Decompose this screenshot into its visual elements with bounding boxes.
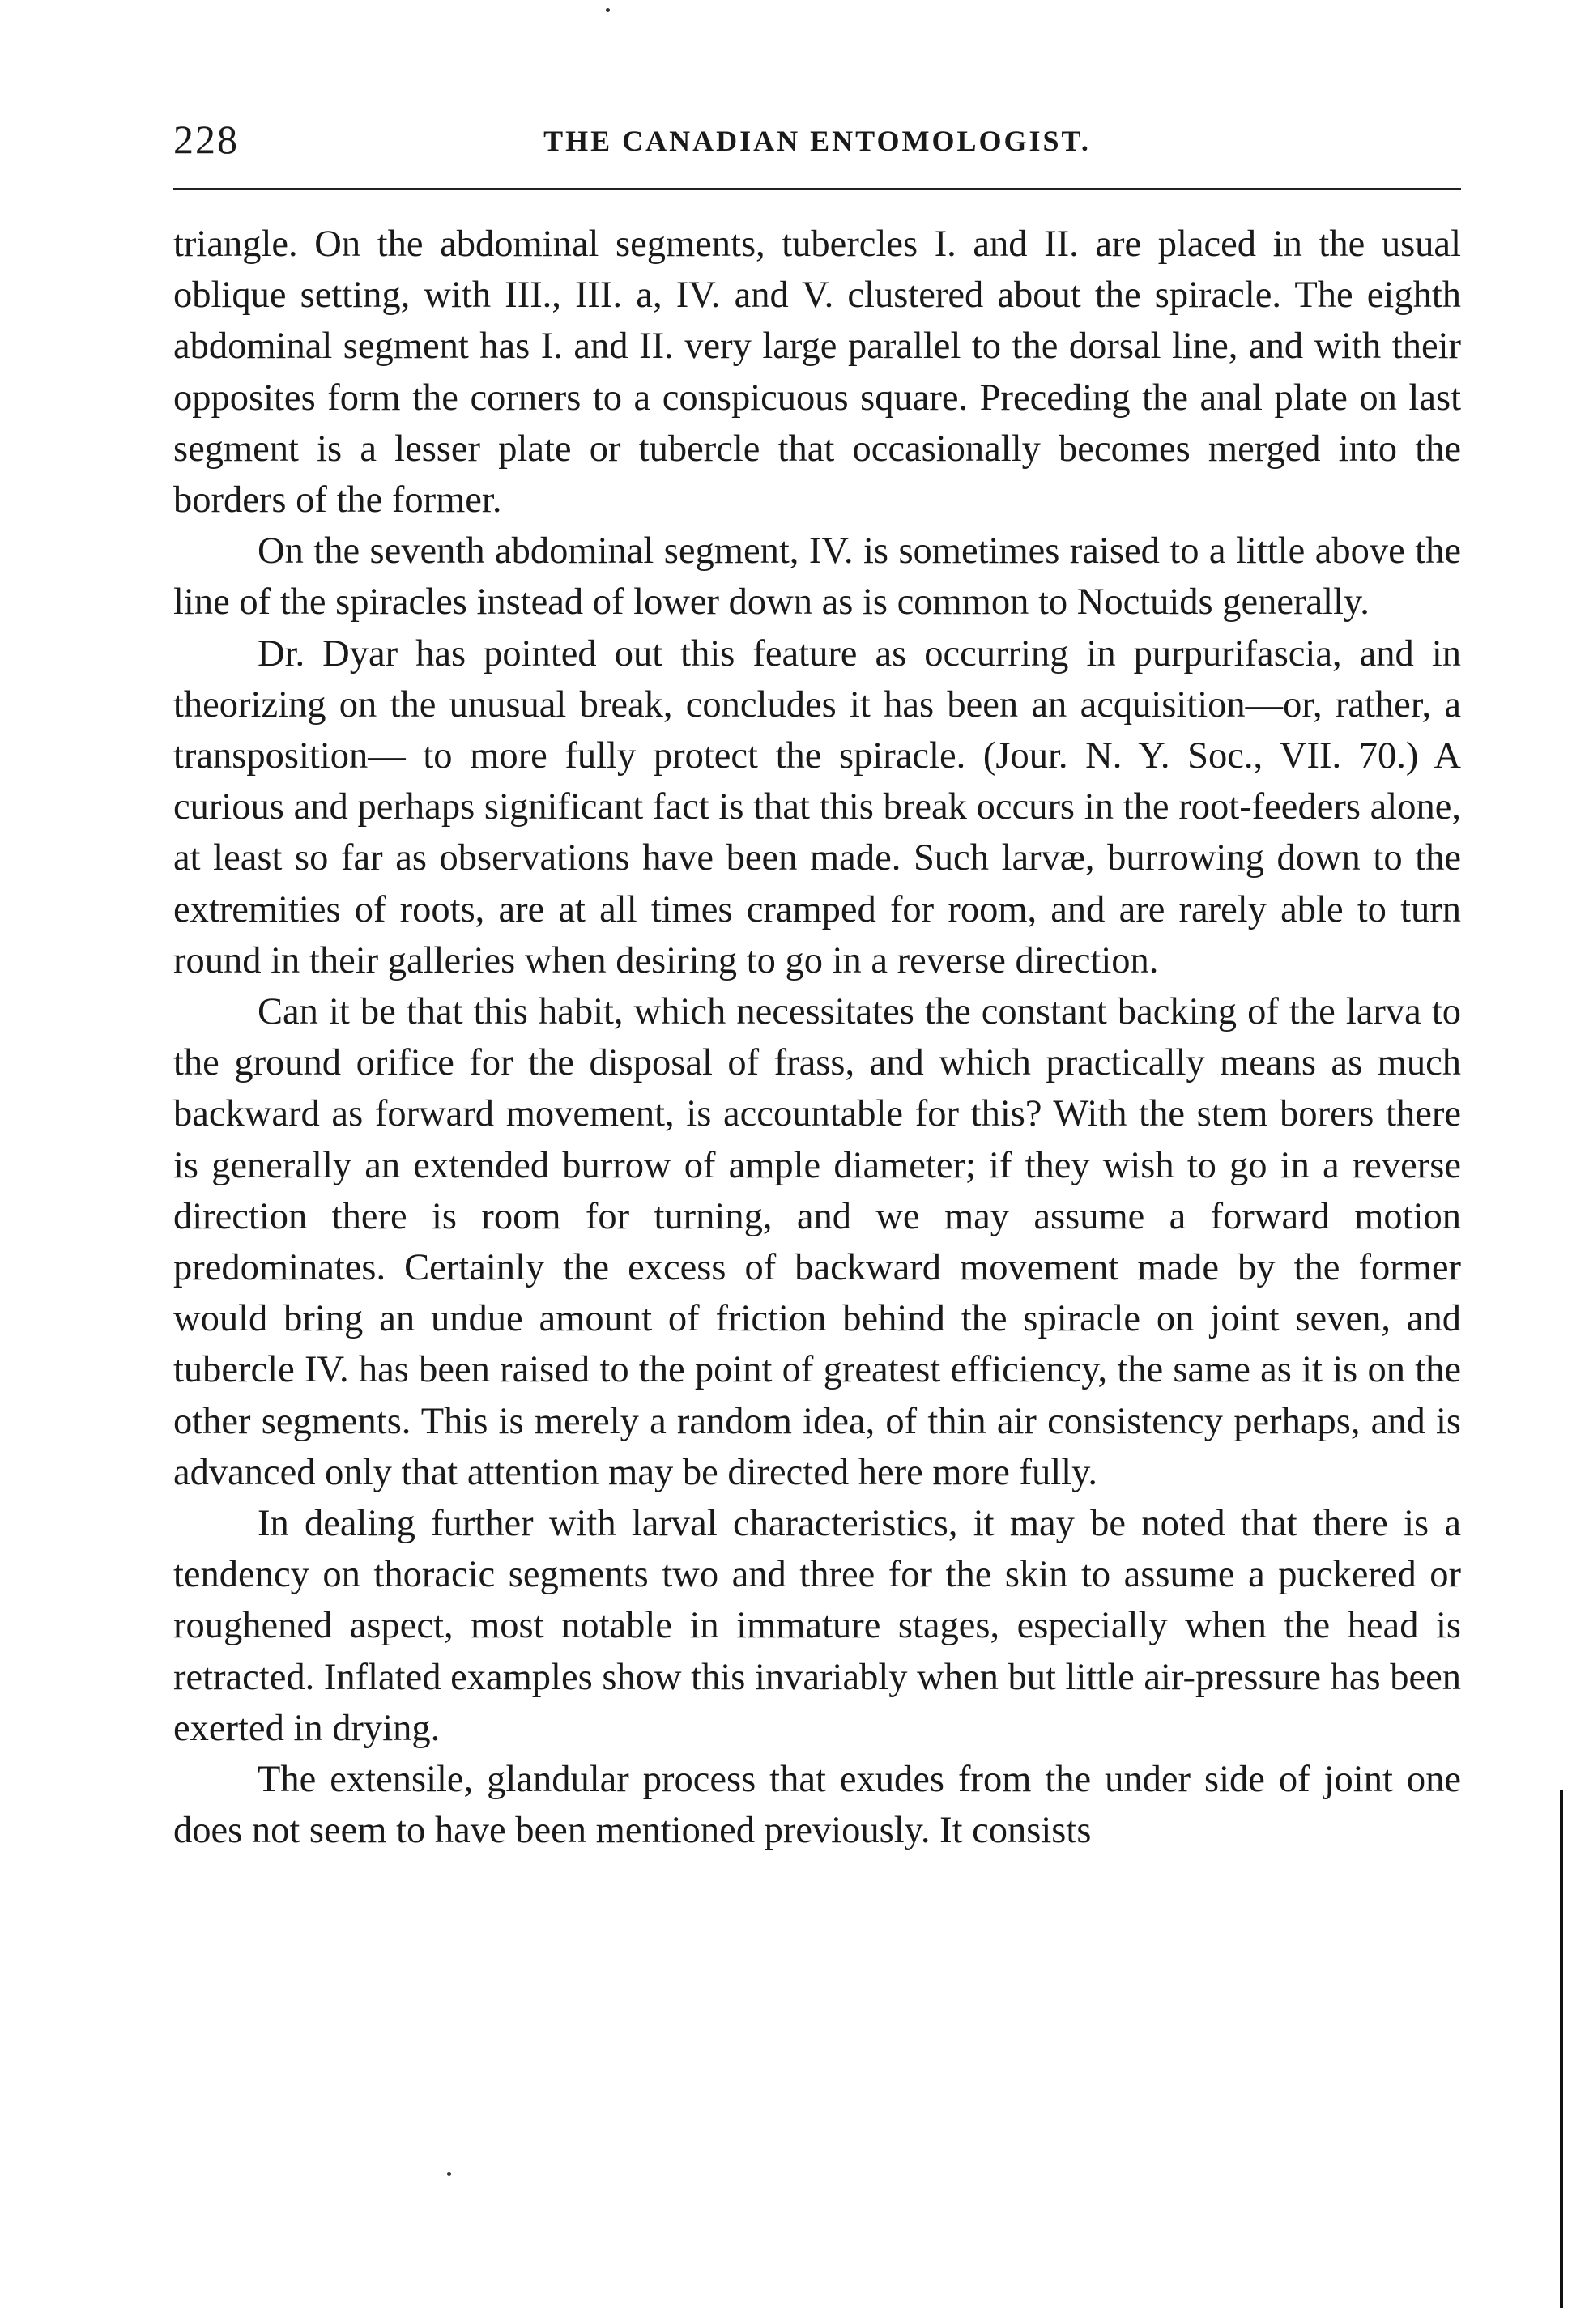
page-header: [173, 115, 1461, 172]
paragraph: The extensile, glandular process that exudes from the under side of joint one does not seem to have been mentioned previously. It consists: [173, 1759, 1461, 1852]
scan-speck: [606, 8, 610, 12]
paragraph: Dr. Dyar has pointed out this feature as occurring in purpurifascia, and in theorizing on the unusual break, concludes it has been an acquisition—or, rather, a transposition— to more fully protect the spiracle. (Jour. N. Y. Soc., VII. 70.) A curious and perhaps significant fact is that this break occurs in the root-feeders alone, at least so far as observations have been made. Such larvæ, burrowing down to the extremities of roots, are at all times cramped for room, and are rarely able to turn round in their galleries when desiring to go in a reverse direction.: [173, 632, 1461, 981]
page-number: 228: [173, 117, 239, 162]
paragraph: On the seventh abdominal segment, IV. is sometimes raised to a little above the line of the spiracles instead of lower down as is common to Noctuids generally.: [173, 530, 1461, 624]
paragraph: In dealing further with larval characteristics, it may be noted that there is a tendency on thoracic segments two and three for the skin to assume a puckered or roughened aspect, most notable in immature stages, especially when the head is retracted. Inflated examples show this invariably when but little air-pressure has been exerted in drying.: [173, 1503, 1461, 1749]
paragraph: Can it be that this habit, which necessitates the constant backing of the larva to the ground orifice for the disposal of frass, and which practically means as much backward as forward movement, is accountable for this? With the stem borers there is generally an extended burrow of ample diameter; if they wish to go in a reverse direction there is room for turning, and we may assume a forward motion predominates. Certainly the excess of backward movement made by the former would bring an undue amount of friction behind the spiracle on joint seven, and tubercle IV. has been raised to the point of greatest efficiency, the same as it is on the other segments. This is merely a random idea, of thin air consistency perhaps, and is advanced only that attention may be directed here more fully.: [173, 991, 1461, 1493]
margin-scan-mark: [1560, 1790, 1563, 2308]
body-text: [173, 219, 1461, 1857]
scan-speck: [447, 2172, 451, 2176]
running-title: THE CANADIAN ENTOMOLOGIST.: [543, 125, 1091, 157]
header-rule: [173, 188, 1461, 190]
paragraph: triangle. On the abdominal segments, tubercles I. and II. are placed in the usual oblique setting, with III., III. a, IV. and V. clustered about the spiracle. The eighth abdominal segment has I. and II. very large parallel to the dorsal line, and with their opposites form the corners to a conspicuous square. Preceding the anal plate on last segment is a lesser plate or tubercle that occasionally becomes merged into the borders of the former.: [173, 223, 1461, 521]
